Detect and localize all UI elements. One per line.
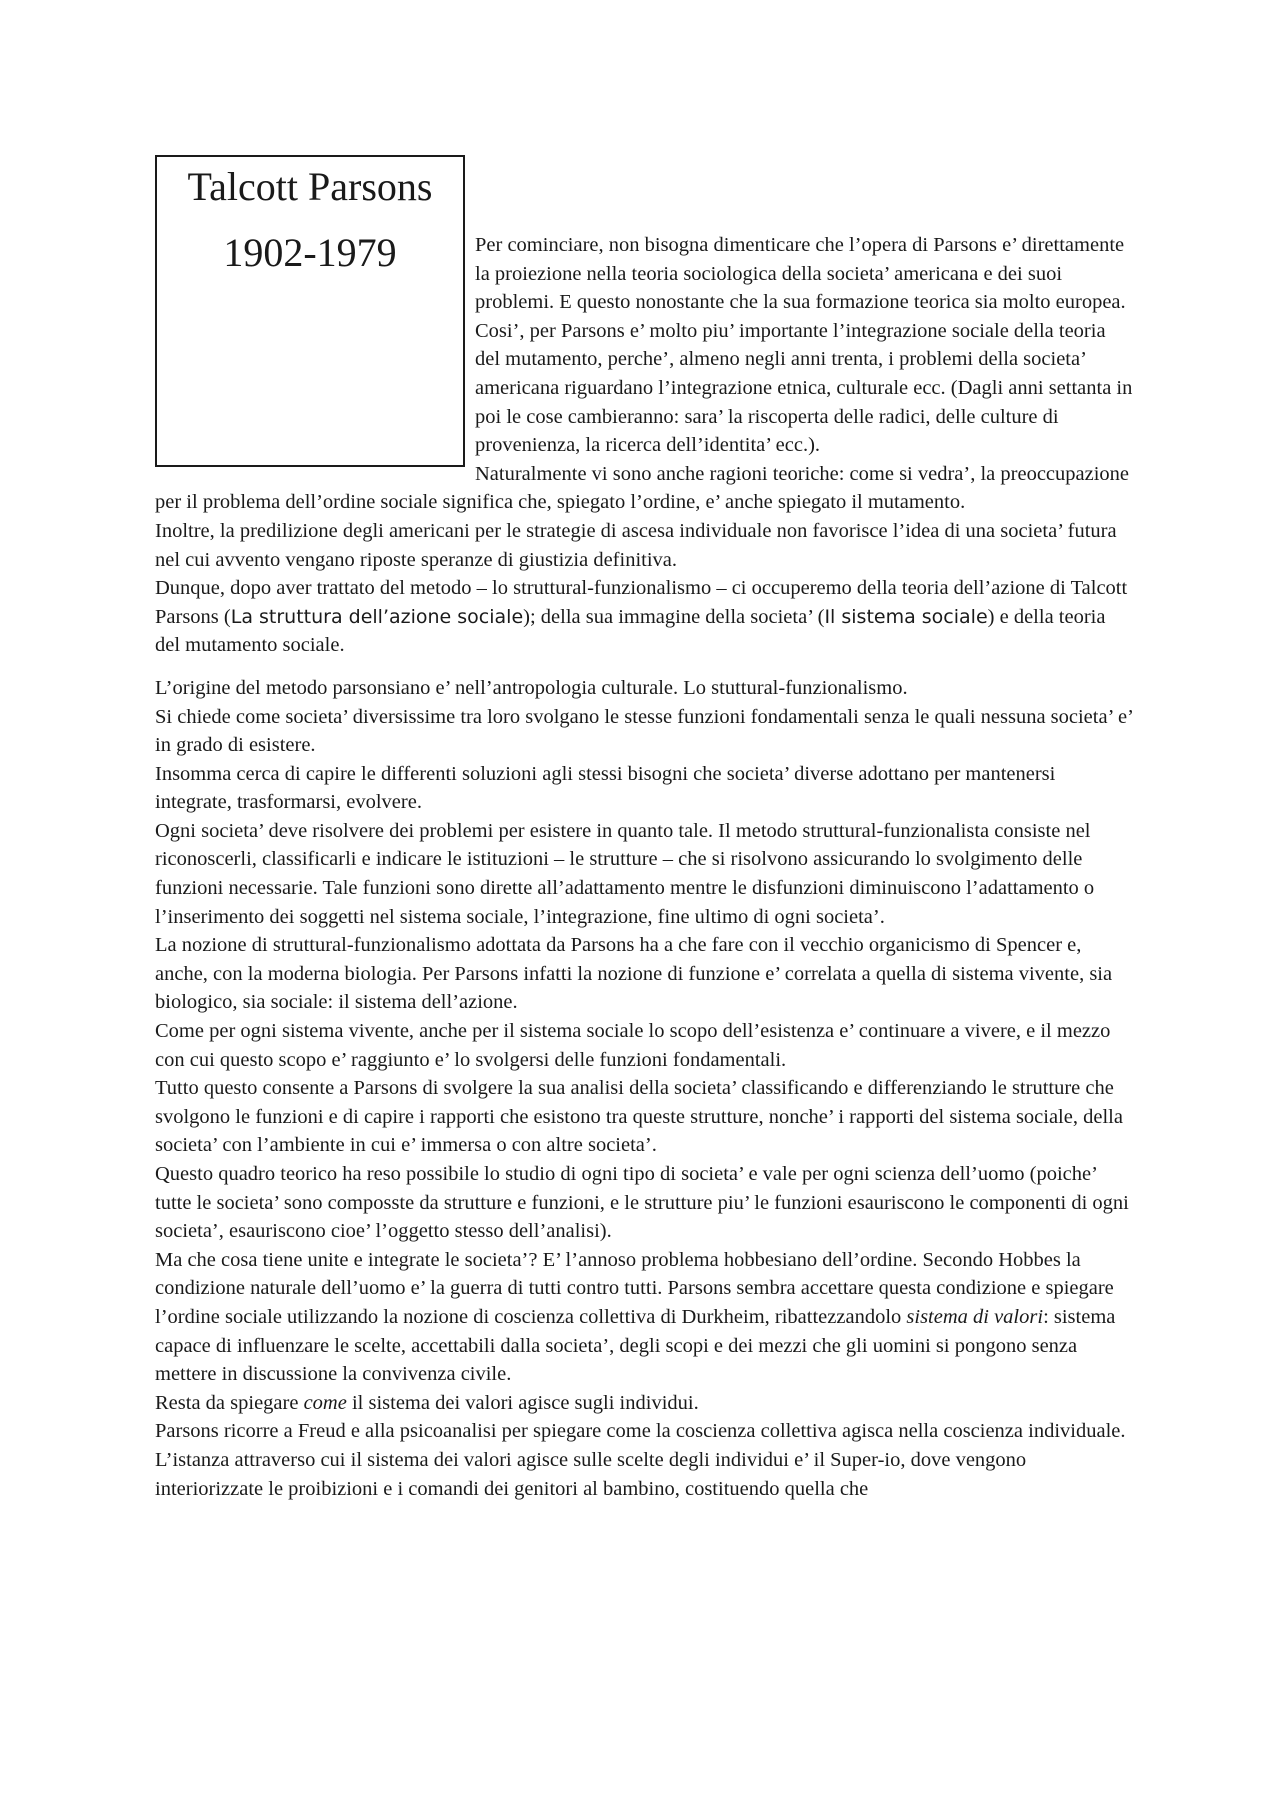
- intro-paragraph-4: Inoltre, la predilizione degli americani per le strategie di ascesa individuale non favorisce l’idea di una societa’ futura nel cui avvento vengano riposte speranze di giustizia definitiva.: [155, 519, 1117, 571]
- term-come: come: [303, 1391, 347, 1414]
- body-paragraph-6: Come per ogni sistema vivente, anche per il sistema sociale lo scopo dell’esistenza e’ continuare a vivere, e il mezzo con cui questo scopo e’ raggiunto e’ lo svolgersi delle funzioni fondamentali.: [155, 1020, 1111, 1071]
- body-paragraph-7: Tutto questo consente a Parsons di svolgere la sua analisi della societa’ classificando e differenziando le strutture che svolgono le funzioni e di capire i rapporti che esistono tra queste strutture, nonche’ i rapporti del sistema sociale, della societa’ con l’ambiente in cui e’ immersa o con altre societa’.: [155, 1077, 1123, 1157]
- intro-paragraph-5: [155, 574, 1135, 660]
- body-p10-text-c: il sistema dei valori agisce sugli individui.: [346, 1391, 699, 1414]
- body-paragraph-8: Questo quadro teorico ha reso possibile lo studio di ogni tipo di societa’ e vale per ogni scienza dell’uomo (poiche’ tutte le societa’ sono composste da strutture e funzioni, e le strutture piu’ le funzioni esauriscono le componenti di ogni societa’, esauriscono cioe’ l’oggetto stesso dell’analisi).: [155, 1163, 1129, 1243]
- author-name: Talcott Parsons: [187, 164, 433, 209]
- body-p10-text-a: Resta da spiegare: [155, 1391, 304, 1414]
- body-paragraph-2: Si chiede come societa’ diversissime tra loro svolgano le stesse funzioni fondamentali senza le quali nessuna societa’ e’ in grado di esistere.: [155, 705, 1133, 757]
- body-paragraph-4: Ogni societa’ deve risolvere dei problemi per esistere in quanto tale. Il metodo struttural-funzionalista consiste nel riconoscerli, classificarli e indicare le istituzioni – le strutture – che si risolvono assicurando lo svolgimento delle funzioni necessarie. Tale funzioni sono dirette all’adattamento mentre le disfunzioni diminuiscono l’adattamento o l’inserimento dei soggetti nel sistema sociale, l’integrazione, fine ultimo di ogni societa’.: [155, 819, 1095, 928]
- intro-p5-text-c: ); della sua immagine della societa’ (: [523, 605, 825, 628]
- term-sistema-di-valori: sistema di valori: [906, 1305, 1044, 1328]
- body-paragraph-3: Insomma cerca di capire le differenti soluzioni agli stessi bisogni che societa’ diverse adottano per mantenersi integrate, trasformarsi, evolvere.: [155, 762, 1056, 814]
- body-paragraph-9: [155, 1246, 1135, 1389]
- body-paragraph-10: [155, 1389, 1135, 1418]
- body-p9-text-c: : sistema capace di influenzare le scelte, accettabili dalla societa’, degli scopi e dei mezzi che gli uomini si pongono senza mettere in discussione la convivenza civile.: [155, 1305, 1116, 1386]
- book-title-struttura: La struttura dell’azione sociale: [230, 605, 524, 628]
- body-paragraph-11: Parsons ricorre a Freud e alla psicoanalisi per spiegare come la coscienza collettiva agisca nella coscienza individuale.: [155, 1420, 1126, 1443]
- body-paragraph-12: L’istanza attraverso cui il sistema dei valori agisce sulle scelte degli individui e’ il Super-io, dove vengono interiorizzate le proibizioni e i comandi dei genitori al bambino, costituendo quella che: [155, 1448, 1027, 1500]
- intro-paragraph-1: Per cominciare, non bisogna dimenticare che l’opera di Parsons e’ direttamente la proiezione nella teoria sociologica della societa’ americana e dei suoi problemi. E questo nonostante che la sua formazione teorica sia molto europea.: [475, 234, 1126, 314]
- document-page: [155, 155, 1135, 1503]
- body-paragraph-1: L’origine del metodo parsonsiano e’ nell’antropologia culturale. Lo stuttural-funzionalismo.: [155, 676, 908, 699]
- body-paragraph-5: La nozione di struttural-funzionalismo adottata da Parsons ha a che fare con il vecchio organicismo di Spencer e, anche, con la moderna biologia. Per Parsons infatti la nozione di funzione e’ correlata a quella di sistema vivente, sia biologico, sia sociale: il sistema dell’azione.: [155, 934, 1113, 1014]
- author-years: 1902-1979: [223, 230, 397, 275]
- book-title-sistema: Il sistema sociale: [824, 605, 988, 628]
- intro-p5-text-a: Dunque, dopo aver trattato del metodo – lo struttural-funzionalismo – ci occuperemo della teoria dell’azione di Talcott Parsons (: [155, 577, 1128, 628]
- intro-paragraph-3: Naturalmente vi sono anche ragioni teoriche: come si vedra’, la preoccupazione per il problema dell’ordine sociale significa che, spiegato l’ordine, e’ anche spiegato il mutamento.: [155, 462, 1130, 514]
- title-box: [155, 155, 465, 467]
- intro-p5-text-e: ) e della teoria del mutamento sociale.: [155, 605, 1106, 657]
- intro-paragraph-2: Cosi’, per Parsons e’ molto piu’ importante l’integrazione sociale della teoria del mutamento, perche’, almeno negli anni trenta, i problemi della societa’ americana riguardano l’integrazione etnica, culturale ecc. (Dagli anni settanta in poi le cose cambieranno: sara’ la riscoperta delle radici, delle culture di provenienza, la ricerca dell’identita’ ecc.).: [475, 319, 1133, 457]
- body-p9-text-a: Ma che cosa tiene unite e integrate le societa’? E’ l’annoso problema hobbesiano dell’ordine. Secondo Hobbes la condizione naturale dell’uomo e’ la guerra di tutti contro tutti. Parsons sembra accettare questa condizione e spiegare l’ordine sociale utilizzando la nozione di coscienza collettiva di Durkheim, ribattezzandolo: [155, 1248, 1114, 1328]
